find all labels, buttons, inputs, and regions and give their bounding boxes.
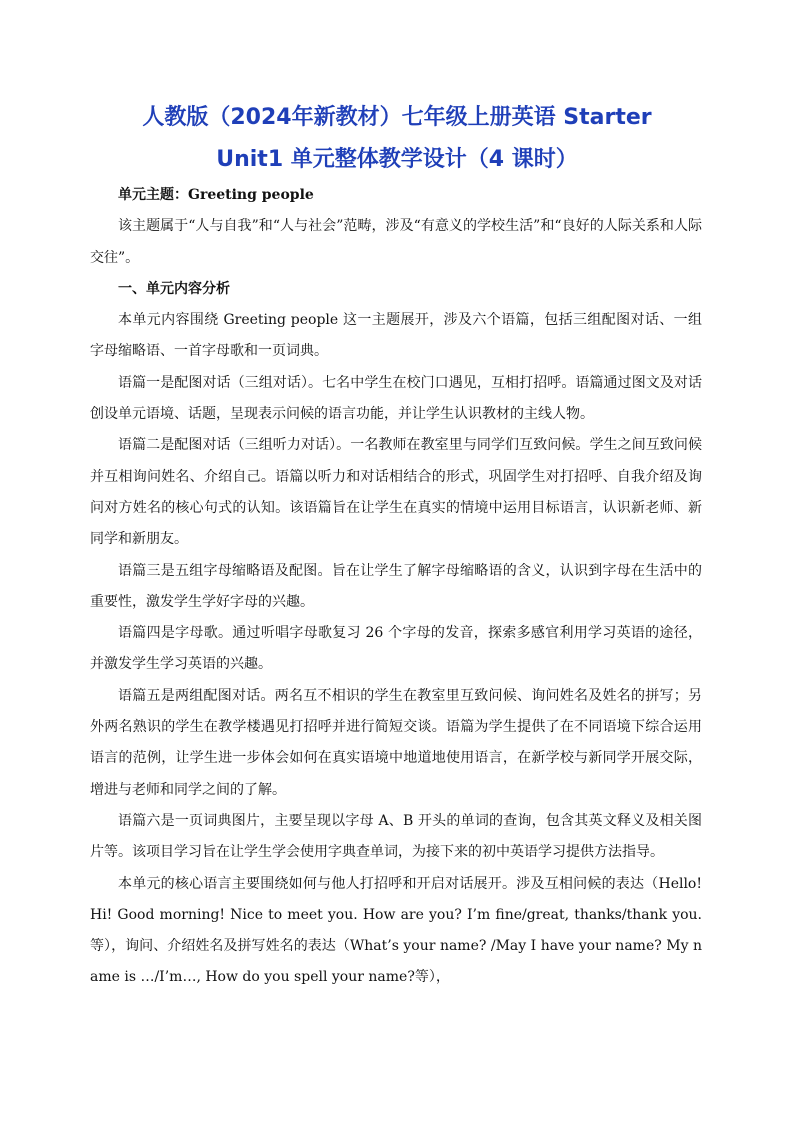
paragraph-core-language: 本单元的核心语言主要围绕如何与他人打招呼和开启对话展开。涉及互相问候的表达（Hello! Hi! Good morning! Nice to meet you. How are you? I’m fine/great, thanks/thank you.等），询问、介绍姓名及拼写姓名的表达（What’s your name? /May I have your name? My name is …/I’m…, How do you spell your name?等）， <box>90 875 702 986</box>
paragraph-overview: 本单元内容围绕 Greeting people 这一主题展开，涉及六个语篇，包括三组配图对话、一组字母缩略语、一首字母歌和一页词典。 <box>90 312 702 360</box>
document-title-line-1: 人教版（2024年新教材）七年级上册英语 Starter <box>142 105 652 130</box>
paragraph-text-2: 语篇二是配图对话（三组听力对话）。一名教师在教室里与同学们互致问候。学生之间互致问候并互相询问姓名、介绍自己。语篇以听力和对话相结合的形式，巩固学生对打招呼、自我介绍及询问对方姓名的核心句式的认知。该语篇旨在让学生在真实的情境中运用目标语言，认识新老师、新同学和新朋友。 <box>90 437 702 548</box>
paragraph-text-1: 语篇一是配图对话（三组对话）。七名中学生在校门口遇见，互相打招呼。语篇通过图文及对话创设单元语境、话题，呈现表示问候的语言功能，并让学生认识教材的主线人物。 <box>90 374 702 423</box>
paragraph-text-6: 语篇六是一页词典图片，主要呈现以字母 A、B 开头的单词的查询，包含其英文释义及相关图片等。该项目学习旨在让学生学会使用字典查单词，为接下来的初中英语学习提供方法指导。 <box>90 812 702 861</box>
section-heading-content-analysis: 一、单元内容分析 <box>118 280 230 297</box>
unit-theme: 单元主题：Greeting people <box>118 187 314 203</box>
document-title-line-2: Unit1 单元整体教学设计（4 课时） <box>216 147 578 172</box>
paragraph-text-5: 语篇五是两组配图对话。两名互不相识的学生在教室里互致问候、询问姓名及姓名的拼写；另外两名熟识的学生在教学楼遇见打招呼并进行简短交谈。语篇为学生提供了在不同语境下综合运用语言的范例，让学生进一步体会如何在真实语境中地道地使用语言，在新学校与新同学开展交际，增进与老师和同学之间的了解。 <box>90 687 702 798</box>
theme-description: 该主题属于“人与自我”和“人与社会”范畴，涉及“有意义的学校生活”和“良好的人际关系和人际交往”。 <box>90 218 702 266</box>
paragraph-text-3: 语篇三是五组字母缩略语及配图。旨在让学生了解字母缩略语的含义，认识到字母在生活中的重要性，激发学生学好字母的兴趣。 <box>90 562 702 610</box>
document-body <box>90 180 702 994</box>
paragraph-text-4: 语篇四是字母歌。通过听唱字母歌复习 26 个字母的发音，探索多感官利用学习英语的途径，并激发学生学习英语的兴趣。 <box>90 625 702 673</box>
